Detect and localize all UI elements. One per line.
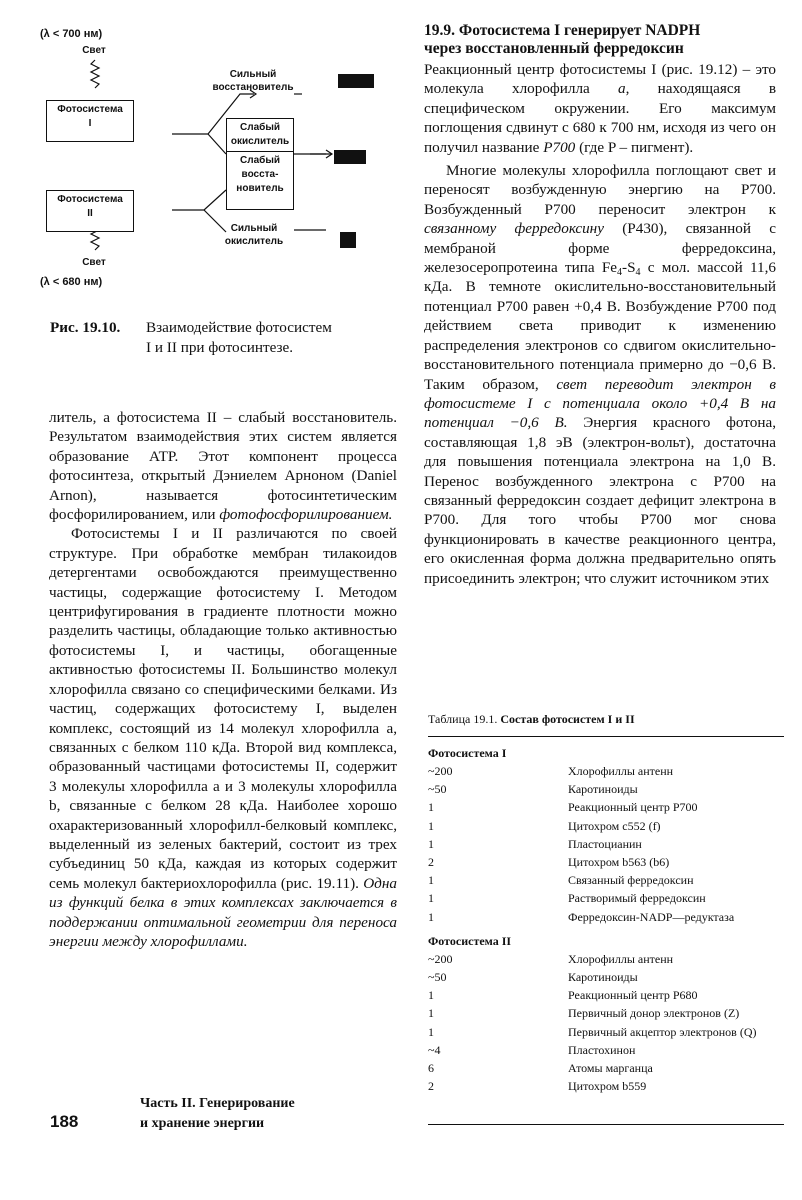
table-cell-count: 1 — [428, 988, 434, 1003]
strong-oxidant-bar — [340, 232, 356, 248]
table-cell-count: 1 — [428, 873, 434, 888]
right-p2-c-italic: свет переводит электрон в фотосистеме I с потенциала около +0,4 В на потенциал −0,6 В. — [424, 375, 776, 432]
photosystem-1-box — [46, 100, 134, 142]
light-top-label: Свет — [82, 45, 106, 56]
table-cell-count: 1 — [428, 891, 434, 906]
table-cell-component: Цитохром c552 (f) — [568, 818, 661, 833]
fe-subscript: 4 — [617, 267, 623, 279]
ps1-numeral: I — [88, 118, 92, 129]
table-row — [428, 1004, 780, 1022]
right-column — [424, 22, 776, 588]
table-cell-count: ~50 — [428, 782, 447, 797]
table-cell-component: Растворимый ферредоксин — [568, 891, 706, 906]
table-cell-count: ~4 — [428, 1042, 441, 1057]
right-p2-a-italic: связанному ферредоксину — [424, 220, 604, 238]
figure-caption — [50, 318, 396, 358]
table-top-rule — [428, 736, 784, 737]
table-cell-count: 1 — [428, 836, 434, 851]
left-p1-italic: фотофосфорилированием. — [219, 506, 393, 524]
table-cell-count: 1 — [428, 1024, 434, 1039]
composition-table — [428, 744, 780, 1095]
right-p1-a: Реакционный центр фотосистемы I (рис. 19.12) – это молекула хлорофилла — [424, 61, 776, 98]
table-cell-component: Реакционный центр P700 — [568, 800, 698, 815]
table-cell-component: Первичный донор электронов (Z) — [568, 1006, 740, 1021]
table-cell-count: 1 — [428, 909, 434, 924]
table-row — [428, 908, 780, 926]
table-row — [428, 986, 780, 1004]
table-row — [428, 1023, 780, 1041]
weak-reductant-line1: Слабый — [240, 155, 280, 166]
table-cell-component: Хлорофиллы антенн — [568, 764, 674, 778]
weak-pair-box — [226, 118, 294, 210]
table-cell-component: Пластохинон — [568, 1042, 636, 1057]
weak-oxidant-line1: Слабый — [240, 122, 280, 133]
left-paragraph-1 — [49, 408, 397, 524]
table-cell-count: 1 — [428, 1006, 434, 1021]
left-paragraph-2 — [49, 524, 397, 951]
strong-reductant-bar — [338, 74, 374, 88]
table-cell-count: 2 — [428, 1079, 434, 1094]
right-p2-b: (P430), связанной с мембраной форме ферредоксина, железосеропротеина типа — [424, 220, 777, 277]
table-row — [428, 968, 780, 986]
table-cell-component: Связанный ферредоксин — [568, 873, 694, 888]
table-section-ps1: Фотосистема I — [428, 746, 507, 760]
table-row — [428, 889, 780, 907]
right-paragraph-2 — [424, 161, 776, 588]
left-p2-italic: Одна из функций белка в этих комплексах заключается в поддержании оптимальной геометрии для переноса энергии между хлорофиллами. — [49, 874, 397, 950]
caption-text-line1: Взаимодействие фотосистем — [146, 319, 332, 336]
right-paragraph-1 — [424, 60, 776, 157]
table-row — [428, 798, 780, 816]
right-p1-a-italic: a — [618, 80, 626, 98]
weak-reductant-line2: восста- — [241, 169, 279, 180]
table-cell-component: Ферредоксин-NADP—редуктаза — [568, 909, 735, 924]
table-row — [428, 1041, 780, 1059]
table-caption — [428, 712, 635, 727]
left-p2-text: Фотосистемы I и II различаются по своей структуре. При обработке мембран тилакоидов детергентами освобождаются преимущественно частицы, содержащие фотосистему I. Методом центрифугирования в градиенте плотности можно разделить частицы, обладающие только активностью фотосистемы I, и частицы, обогащенные активностью фотосистемы II. Большинство молекул хлорофилла связано со специфическими белками. Из частиц, содержащих фотосистему I, выделен комплекс, состоящий из 14 молекул хлорофилла a, связанных с белком 110 кДа. Второй вид комплекса, образованный частицами фотосистемы II, содержит 3 молекулы хлорофилла a и 3 молекулы хлорофилла b, связанные с белком 28 кДа. Наиболее хорошо охарактеризованный хлорофилл-белковый комплекс, выделенный из зеленых бактерий, состоит из трех субъединиц 50 кДа, каждая из которых содержит семь молекул бактериохлорофилла (рис. 19.11). — [49, 525, 397, 892]
table-cell-component: Каротиноиды — [568, 970, 638, 985]
weak-pair-bar — [334, 150, 366, 164]
table-cell-component: Реакционный центр P680 — [568, 988, 698, 1003]
table-row — [428, 853, 780, 871]
section-heading — [424, 22, 776, 58]
table-cell-count: 2 — [428, 855, 434, 870]
table-cell-component: Атомы марганца — [568, 1061, 653, 1076]
left-column — [49, 408, 397, 951]
table-row — [428, 950, 780, 968]
light-wave-top-icon — [91, 60, 99, 88]
table-cell-count: ~200 — [428, 764, 453, 778]
caption-label: Рис. 19.10. — [50, 319, 121, 336]
right-p1-b: , находящаяся в специфическом окружении. Его максимум поглощения сдвинут с 680 к 700 нм, исходя из чего он получил название — [424, 80, 776, 156]
right-p2-a: Многие молекулы хлорофилла поглощают свет и переносят возбужденную энергию на P700. Возбужденный P700 переносит электрон к — [424, 162, 776, 218]
ps1-arrow-weak-oxidant — [208, 134, 226, 154]
left-p1-text: литель, а фотосистема II – слабый восстановитель. Результатом взаимодействия этих систем является образование АТР. Этот компонент процесса фотосинтеза, открытый Дэниелем Арноном (Daniel Arnon), называется фотосинтетическим фосфорилированием, или — [49, 409, 397, 524]
table-cell-count: ~200 — [428, 951, 453, 966]
table-row — [428, 817, 780, 835]
part-title-line2: и хранение энергии — [140, 1116, 265, 1131]
table-cell-count: 1 — [428, 800, 434, 815]
right-p1-b-italic: P700 — [543, 138, 576, 156]
figure-photosystems — [40, 24, 380, 304]
table-cell-component: Хлорофиллы антенн — [568, 951, 674, 966]
table-row — [428, 1059, 780, 1077]
weak-reductant-line3: новитель — [236, 183, 284, 194]
table-cell-count: 1 — [428, 818, 434, 833]
strong-reductant-line1: Сильный — [229, 69, 277, 80]
table-row — [428, 871, 780, 889]
photosystem-2-box — [46, 190, 134, 232]
table-section-ps2: Фотосистема II — [428, 933, 512, 948]
table-cell-count: 6 — [428, 1061, 434, 1076]
right-p2-c: с мол. массой 11,6 кДа. В темноте окислительно-восстановительный потенциал P700 равен +0,4 В. Возбуждение P700 под действием света приводит к изменению распределения электронов со сдвигом окислительно-восстановительного потенциала примерно до −0,6 В. Таким образом, — [424, 259, 776, 393]
table-cell-component: Цитохром b559 — [568, 1079, 647, 1094]
table-cell-component: Цитохром b563 (b6) — [568, 855, 670, 870]
light-bottom-label: Свет — [82, 257, 106, 268]
fe-symbol: Fe — [601, 259, 618, 277]
table-ps1 — [428, 762, 780, 926]
section-heading-line1: 19.9. Фотосистема I генерирует NADPH — [424, 22, 701, 39]
table-cell-component: Пластоцианин — [568, 836, 642, 851]
table-cell-component: Каротиноиды — [568, 782, 638, 797]
caption-text-line2: I и II при фотосинтезе. — [146, 339, 294, 356]
right-p1-c: (где P – пигмент). — [575, 138, 694, 156]
weak-oxidant-line2: окислитель — [230, 136, 290, 147]
table-cell-count: ~50 — [428, 970, 447, 985]
strong-reductant-label — [206, 68, 300, 94]
s-symbol: -S — [622, 259, 636, 277]
table-bottom-rule — [428, 1124, 784, 1125]
table-ps2 — [428, 950, 780, 1096]
ps2-numeral: II — [87, 208, 93, 219]
table-cell-component: Первичный акцептор электронов (Q) — [568, 1024, 757, 1039]
table-caption-title: Состав фотосистем I и II — [500, 712, 635, 726]
strong-reductant-line2: восстановитель — [212, 82, 294, 93]
table-row — [428, 835, 780, 853]
strong-oxidant-line2: окислитель — [224, 236, 284, 247]
wavelength-bottom-label: (λ < 680 нм) — [40, 276, 103, 288]
ps2-arrow-weak-reductant — [172, 190, 226, 210]
wavelength-top-label: (λ < 700 нм) — [40, 28, 103, 40]
section-heading-line2: через восстановленный ферредоксин — [424, 40, 684, 57]
table-caption-prefix: Таблица 19.1. — [428, 712, 498, 726]
part-title-line1: Часть II. Генерирование — [140, 1096, 295, 1111]
part-title — [140, 1094, 295, 1134]
page-number: 188 — [50, 1112, 79, 1131]
strong-oxidant-label — [214, 222, 294, 248]
table-row — [428, 762, 780, 780]
fe4s4-formula — [601, 259, 641, 279]
strong-oxidant-line1: Сильный — [230, 223, 278, 234]
ps1-label: Фотосистема — [57, 104, 123, 115]
ps2-label: Фотосистема — [57, 194, 123, 205]
table-row — [428, 780, 780, 798]
s-subscript: 4 — [635, 267, 641, 279]
right-p2-d: Энергия красного фотона, составляющая 1,8 эВ (электрон-вольт), достаточна для повышения потенциала электрона на 1,0 В. Перенос возбужденного электрона с P700 на связанный ферредоксин создает дефицит электрона в P700. Для того чтобы P700 мог снова функционировать в качестве реакционного центра, его окисленная форма должна предварительно опять присоединить электрон; что служит источником этих — [424, 414, 776, 587]
table-row — [428, 1077, 780, 1095]
